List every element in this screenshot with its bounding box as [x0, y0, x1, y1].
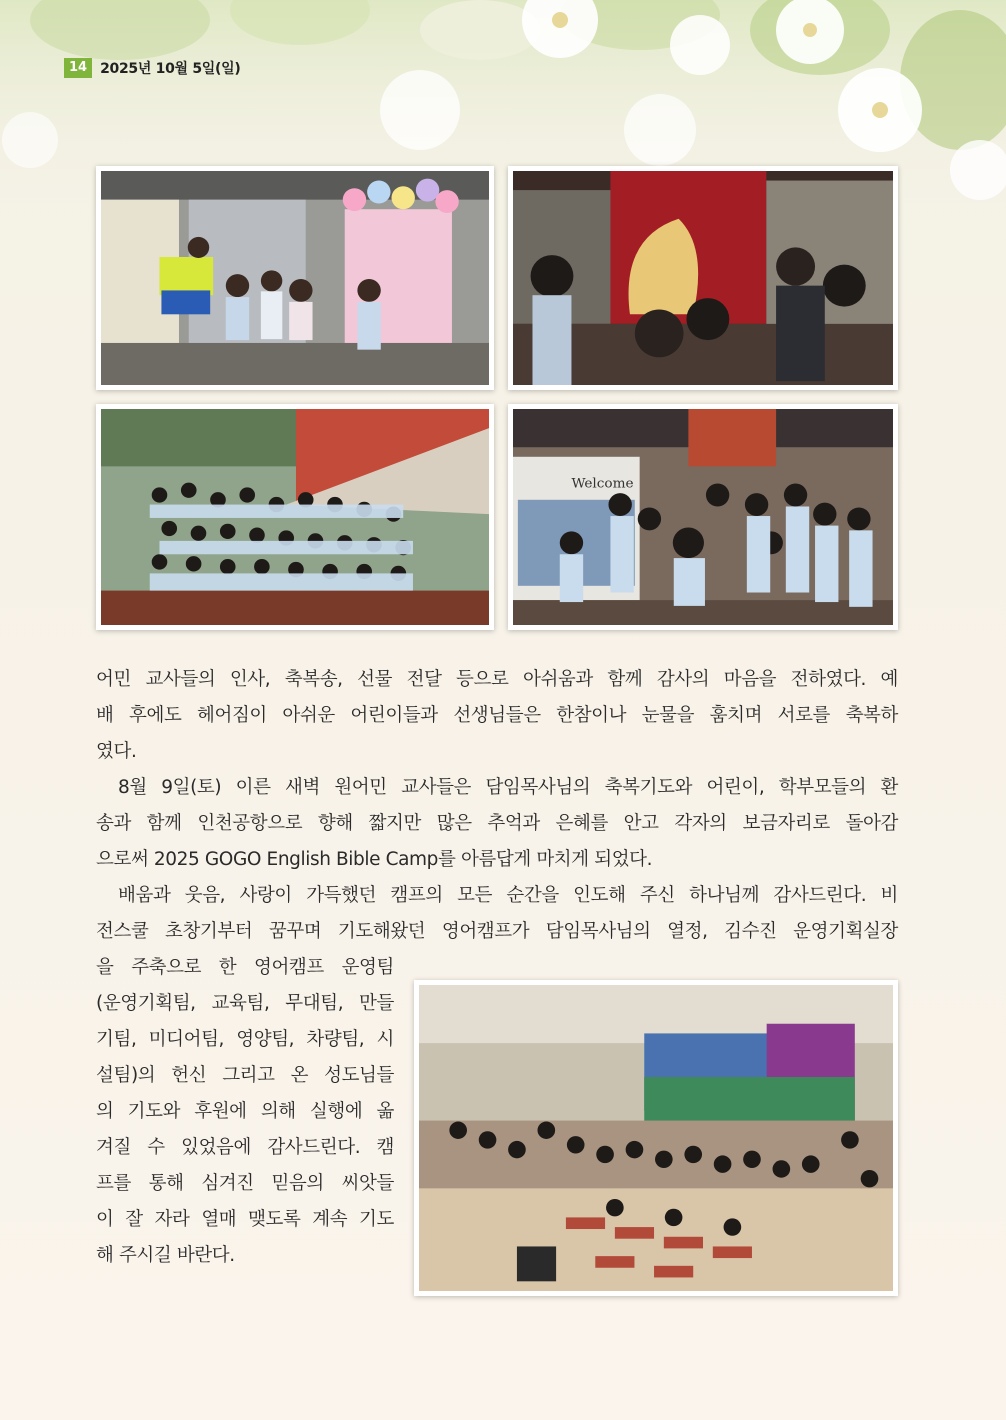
article-body: [96, 662, 898, 950]
text-line: 겨질 수 있었음에 감사드린다. 캠: [96, 1137, 394, 1158]
text-line: 배 후에도 헤어짐이 아쉬운 어린이들과 선생님들은 한참이나 눈물을 훔치며 서로를 축복하: [96, 705, 898, 726]
text-line: 전스쿨 초창기부터 꿈꾸며 기도해왔던 영어캠프가 담임목사님의 열정, 김수진 운영기획실장: [96, 921, 898, 942]
text-line: 이 잘 자라 열매 맺도록 계속 기도: [96, 1209, 394, 1230]
photo-welcome-selfie: [508, 404, 898, 630]
text-line: 으로써 2025 GOGO English Bible Camp를 아름답게 마치게 되었다.: [96, 849, 653, 870]
photo-museum-exhibit: [508, 166, 898, 390]
text-line: 배움과 웃음, 사랑이 가득했던 캠프의 모든 순간을 인도해 주신 하나님께 감사드린다. 비: [118, 885, 898, 906]
text-line: 어민 교사들의 인사, 축복송, 선물 전달 등으로 아쉬움과 함께 감사의 마음을 전하였다. 예: [96, 669, 898, 690]
text-line: 해 주시길 바란다.: [96, 1245, 235, 1266]
text-line: 을 주축으로 한 영어캠프 운영팀: [96, 957, 394, 978]
text-line: 프를 통해 심겨진 믿음의 씨앗들: [96, 1173, 394, 1194]
text-line: 의 기도와 후원에 의해 실행에 옮: [96, 1101, 394, 1122]
text-line: (운영기획팀, 교육팀, 무대팀, 만들: [96, 993, 394, 1014]
page-number: 14: [64, 58, 92, 78]
article-body-column: [96, 950, 394, 1274]
photo-group-stairs: [96, 404, 494, 630]
issue-date: 2025년 10월 5일(일): [100, 61, 241, 77]
text-line: 기팀, 미디어팀, 영양팀, 차량팀, 시: [96, 1029, 394, 1050]
text-line: 였다.: [96, 741, 137, 762]
text-line: 8월 9일(토) 이른 새벽 원어민 교사들은 담임목사님의 축복기도와 어린이, 학부모들의 환: [118, 777, 898, 798]
photo-worship-hall: [414, 980, 898, 1296]
photo-reception-booth: [96, 166, 494, 390]
text-line: 송과 함께 인천공항으로 향해 짧지만 많은 추억과 은혜를 안고 각자의 보금자리로 돌아감: [96, 813, 898, 834]
welcome-sign-text: Welcome: [571, 475, 634, 492]
page-header: [64, 58, 240, 78]
text-line: 설팀)의 헌신 그리고 온 성도님들: [96, 1065, 394, 1086]
